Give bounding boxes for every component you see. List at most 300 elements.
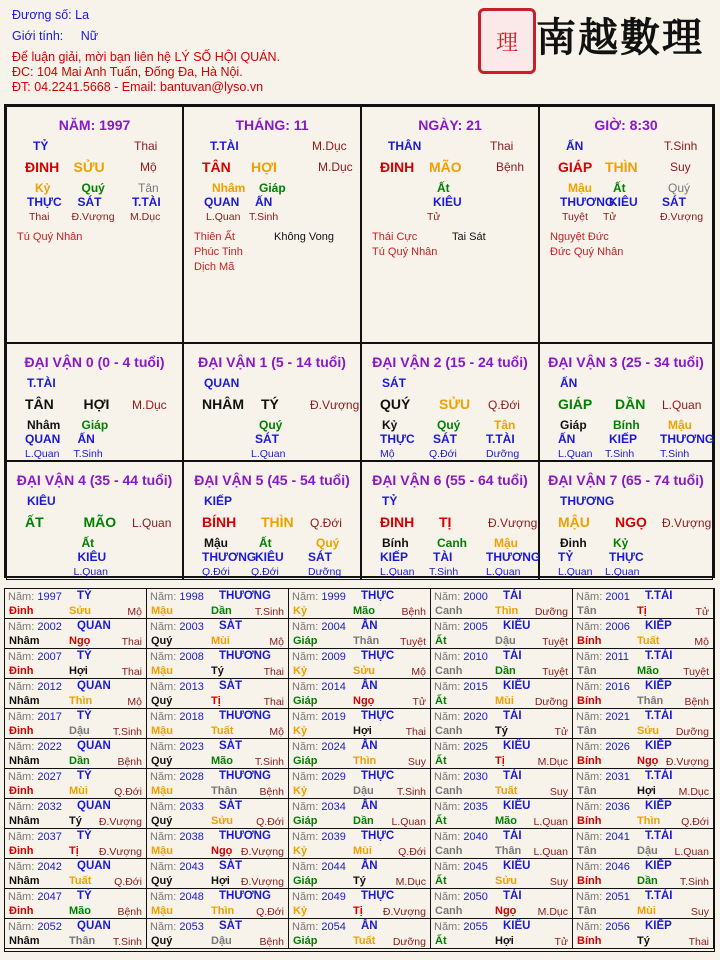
hidden-stage-1: L.Quan xyxy=(206,211,241,223)
year-chi: Tý xyxy=(69,815,82,827)
year-can: Quý xyxy=(151,815,173,827)
year-chi: Hợi xyxy=(69,665,88,677)
dai-van-hidden-star-1: THỰC xyxy=(380,432,415,446)
dai-van-stage-1: L.Quan xyxy=(25,448,60,460)
hidden-stage-2: T.Sinh xyxy=(249,211,279,223)
year-cell xyxy=(147,769,289,799)
dai-van-hidden-star-2: ẤN xyxy=(77,432,95,446)
year-cell xyxy=(5,739,147,769)
dai-van-5 xyxy=(183,461,361,580)
year-star: SÁT xyxy=(219,740,242,752)
year-chi: Dần xyxy=(353,815,374,827)
dai-van-star: QUAN xyxy=(204,376,240,390)
year-can: Nhâm xyxy=(9,935,40,947)
pillar-chi: THÌN xyxy=(605,159,638,175)
year-cell xyxy=(431,769,573,799)
year-stage: Thai xyxy=(688,936,709,948)
dai-van-chi: THÌN xyxy=(261,514,294,530)
year-can: Bính xyxy=(577,875,602,887)
year-stage: Bệnh xyxy=(117,756,142,768)
year-cell xyxy=(289,679,431,709)
year-cell xyxy=(147,649,289,679)
year-star: TÀI xyxy=(503,650,522,662)
year-chi: Mão xyxy=(637,665,659,677)
year-star: KIÊU xyxy=(503,860,531,872)
year-can: Bính xyxy=(577,755,602,767)
dai-van-stage-2: Q.Đới xyxy=(429,448,457,460)
dai-van-can: ẤT xyxy=(25,514,44,530)
year-can: Tân xyxy=(577,785,597,797)
year-star: TỶ xyxy=(77,830,92,842)
year-stage: Dưỡng xyxy=(534,696,568,708)
dai-van-stage-1: L.Quan xyxy=(558,448,593,460)
year-star: QUAN xyxy=(77,620,111,632)
year-chi: Tuất xyxy=(69,875,92,887)
year-cell xyxy=(5,889,147,919)
year-cell xyxy=(5,859,147,889)
year-chi: Mão xyxy=(495,815,517,827)
year-label: Năm: 1997 xyxy=(8,591,62,603)
year-cell xyxy=(5,619,147,649)
dai-van-chi-stage: M.Dục xyxy=(132,398,167,412)
year-star: KIÊU xyxy=(503,620,531,632)
year-label: Năm: 2018 xyxy=(150,711,204,723)
year-cell xyxy=(573,619,714,649)
year-stage: Dưỡng xyxy=(392,936,426,948)
year-label: Năm: 2037 xyxy=(8,831,62,843)
pillar-chi: HỢI xyxy=(251,159,277,175)
year-stage: T.Sinh xyxy=(396,786,426,798)
year-can: Giáp xyxy=(293,635,318,647)
year-stage: Q.Đới xyxy=(681,816,709,828)
year-stage: Suy xyxy=(549,786,568,798)
dai-van-hidden-can-1: Kỷ xyxy=(382,418,398,432)
dai-van-chi-stage: L.Quan xyxy=(132,516,172,530)
dai-van-hidden-star-3: THƯƠNG xyxy=(660,432,715,446)
year-cell xyxy=(147,889,289,919)
special-star: Phúc Tinh xyxy=(194,246,243,258)
dai-van-stage-2: L.Quan xyxy=(73,566,108,578)
year-label: Năm: 2002 xyxy=(8,621,62,633)
year-cell xyxy=(5,679,147,709)
hidden-star-1: THƯƠNG xyxy=(560,195,615,209)
brand-title: 南越數理 xyxy=(536,14,704,61)
year-cell xyxy=(147,799,289,829)
dai-van-hidden-can-2: Kỷ xyxy=(613,536,629,550)
year-label: Năm: 2047 xyxy=(8,891,62,903)
year-star: TỶ xyxy=(77,890,92,902)
year-can: Canh xyxy=(435,605,463,617)
dai-van-hidden-can-3: Tân xyxy=(494,418,516,432)
year-label: Năm: 2056 xyxy=(576,921,630,933)
year-star: THỰC xyxy=(361,590,395,602)
year-can: Canh xyxy=(435,905,463,917)
year-label: Năm: 2049 xyxy=(292,891,346,903)
year-label: Năm: 2052 xyxy=(8,921,62,933)
year-label: Năm: 2001 xyxy=(576,591,630,603)
year-stage: Suy xyxy=(690,906,709,918)
hidden-can-2: Quý xyxy=(81,181,105,195)
year-chi: Mão xyxy=(69,905,91,917)
dai-van-star: ẤN xyxy=(560,376,578,390)
year-can: Nhâm xyxy=(9,815,40,827)
year-chi: Tý xyxy=(211,665,224,677)
year-stage: Thai xyxy=(263,666,284,678)
year-label: Năm: 2020 xyxy=(434,711,488,723)
year-cell xyxy=(147,679,289,709)
year-cell xyxy=(147,919,289,949)
pillar-chi-stage: M.Dục xyxy=(318,160,353,174)
year-can: Đinh xyxy=(9,665,34,677)
year-star: THƯƠNG xyxy=(219,590,271,602)
dai-van-stage-2: L.Quan xyxy=(605,566,640,578)
year-stage: Q.Đới xyxy=(114,876,142,888)
year-star: KIÊU xyxy=(503,680,531,692)
year-cell xyxy=(431,799,573,829)
year-can: Kỷ xyxy=(293,665,308,677)
dai-van-hidden-star-3: SÁT xyxy=(308,550,332,564)
year-can: Tân xyxy=(577,845,597,857)
year-stage: M.Dục xyxy=(678,786,709,798)
year-label: Năm: 2010 xyxy=(434,651,488,663)
year-label: Năm: 2000 xyxy=(434,591,488,603)
year-can: Tân xyxy=(577,605,597,617)
dai-van-chi-stage: L.Quan xyxy=(662,398,702,412)
year-star: T.TÀI xyxy=(645,650,673,662)
year-star: THỰC xyxy=(361,770,395,782)
year-stage: Đ.Vượng xyxy=(98,846,142,858)
dai-van-hidden-can-2: Giáp xyxy=(81,418,109,432)
year-cell xyxy=(289,709,431,739)
year-label: Năm: 2012 xyxy=(8,681,62,693)
dai-van-hidden-star-3: THƯƠNG xyxy=(486,550,541,564)
dai-van-title: ĐẠI VẬN 7 (65 - 74 tuổi) xyxy=(548,472,704,488)
year-star: ẤN xyxy=(361,860,378,872)
year-can: Kỷ xyxy=(293,905,308,917)
year-chi: Dần xyxy=(211,605,232,617)
year-can: Canh xyxy=(435,785,463,797)
year-stage: Bệnh xyxy=(117,906,142,918)
year-stage: T.Sinh xyxy=(112,726,142,738)
year-chi: Thân xyxy=(211,785,238,797)
year-can: Quý xyxy=(151,635,173,647)
year-chi: Dần xyxy=(495,665,516,677)
year-stage: Đ.Vượng xyxy=(240,876,284,888)
year-can: Bính xyxy=(577,935,602,947)
year-cell xyxy=(147,859,289,889)
year-stage: L.Quan xyxy=(391,816,426,828)
dai-van-title: ĐẠI VẬN 6 (55 - 64 tuổi) xyxy=(372,472,528,488)
year-label: Năm: 2019 xyxy=(292,711,346,723)
pillar-stage: T.Sinh xyxy=(664,139,698,153)
dai-van-stage-3: T.Sinh xyxy=(660,448,690,460)
dai-van-star: KIÊU xyxy=(27,494,56,508)
dai-van-hidden-can-2: Bính xyxy=(613,418,640,432)
year-cell xyxy=(289,649,431,679)
year-chi: Mùi xyxy=(211,635,230,647)
year-can: Ất xyxy=(435,875,447,887)
pillar-stage: Thai xyxy=(134,139,158,153)
dai-van-star: THƯƠNG xyxy=(560,494,615,508)
dai-van-hidden-can-1: Mậu xyxy=(204,536,228,550)
dai-van-hidden-star-1: TỶ xyxy=(558,550,574,564)
special-star: Tú Quý Nhân xyxy=(372,246,438,258)
hidden-star-3: T.TÀI xyxy=(132,195,161,209)
dai-van-chi: SỬU xyxy=(439,396,471,412)
year-can: Mậu xyxy=(151,605,173,617)
year-chi: Tý xyxy=(495,725,508,737)
dai-van-title: ĐẠI VẬN 3 (25 - 34 tuổi) xyxy=(548,354,704,370)
year-chi: Mão xyxy=(353,605,375,617)
dai-van-title: ĐẠI VẬN 2 (15 - 24 tuổi) xyxy=(372,354,528,370)
year-star: KIẾP xyxy=(645,740,672,752)
year-can: Mậu xyxy=(151,845,173,857)
hidden-can-3: Quý xyxy=(668,181,691,195)
year-stage: T.Sinh xyxy=(112,936,142,948)
special-star-right: Tai Sát xyxy=(452,231,486,243)
hidden-stage-1: Thai xyxy=(29,211,50,223)
year-label: Năm: 2038 xyxy=(150,831,204,843)
year-cell xyxy=(431,679,573,709)
dai-van-stage-3: Dưỡng xyxy=(486,448,520,460)
dai-van-2 xyxy=(361,343,539,461)
year-star: TỶ xyxy=(77,770,92,782)
year-cell xyxy=(431,829,573,859)
dai-van-stage-1: Mộ xyxy=(380,448,395,460)
year-can: Đinh xyxy=(9,905,34,917)
year-stage: M.Dục xyxy=(395,876,426,888)
year-stage: Đ.Vượng xyxy=(665,756,709,768)
year-label: Năm: 2032 xyxy=(8,801,62,813)
year-stage: Bệnh xyxy=(401,606,426,618)
year-label: Năm: 2004 xyxy=(292,621,346,633)
year-label: Năm: 2036 xyxy=(576,801,630,813)
year-chi: Mùi xyxy=(637,905,656,917)
year-stage: Tuyệt xyxy=(400,636,426,648)
dai-van-can: MẬU xyxy=(558,514,590,530)
year-chi: Tuất xyxy=(211,725,234,737)
year-can: Đinh xyxy=(9,785,34,797)
year-can: Giáp xyxy=(293,815,318,827)
dai-van-4 xyxy=(6,461,183,580)
year-chi: Tuất xyxy=(637,635,660,647)
year-star: QUAN xyxy=(77,860,111,872)
year-stage: L.Quan xyxy=(533,846,568,858)
year-cell xyxy=(5,589,147,619)
year-label: Năm: 2023 xyxy=(150,741,204,753)
dai-van-star: KIẾP xyxy=(204,494,233,508)
year-can: Mậu xyxy=(151,905,173,917)
year-star: THỰC xyxy=(361,650,395,662)
dai-van-hidden-star-1: KIẾP xyxy=(380,550,409,564)
hidden-star-2: SÁT xyxy=(77,195,102,209)
dai-van-chi-stage: Đ.Vượng xyxy=(488,516,538,530)
year-star: T.TÀI xyxy=(645,770,673,782)
year-chi: Tị xyxy=(495,755,505,767)
year-label: Năm: 2003 xyxy=(150,621,204,633)
dai-van-star: TỶ xyxy=(382,494,398,508)
year-star: QUAN xyxy=(77,800,111,812)
year-star: TÀI xyxy=(503,710,522,722)
year-stage: T.Sinh xyxy=(254,756,284,768)
year-can: Đinh xyxy=(9,845,34,857)
dai-van-3 xyxy=(539,343,713,461)
year-cell xyxy=(147,709,289,739)
dai-van-chi: DẦN xyxy=(615,396,646,412)
dai-van-6 xyxy=(361,461,539,580)
year-cell xyxy=(289,889,431,919)
year-star: ẤN xyxy=(361,680,378,692)
year-stage: Q.Đới xyxy=(398,846,426,858)
year-stage: Dưỡng xyxy=(675,726,709,738)
year-star: THỰC xyxy=(361,830,395,842)
year-cell xyxy=(5,829,147,859)
red-seal-logo: 理 xyxy=(478,8,536,74)
dai-van-hidden-can-1: Bính xyxy=(382,536,409,550)
year-label: Năm: 2040 xyxy=(434,831,488,843)
year-stage: Suy xyxy=(549,876,568,888)
year-cell xyxy=(5,799,147,829)
subject-name: Đương số: La xyxy=(12,8,90,22)
special-star: Đức Quý Nhân xyxy=(550,246,624,258)
year-chi: Thân xyxy=(495,845,522,857)
year-can: Mậu xyxy=(151,785,173,797)
dai-van-can: ĐINH xyxy=(380,514,415,530)
year-stage: Tuyệt xyxy=(542,636,568,648)
year-stage: Thai xyxy=(263,696,284,708)
dai-van-hidden-can-1: Đinh xyxy=(560,536,587,550)
year-cell xyxy=(431,619,573,649)
dai-van-stage-1: L.Quan xyxy=(380,566,415,578)
year-label: Năm: 2016 xyxy=(576,681,630,693)
year-cell xyxy=(573,859,714,889)
special-star: Thiên Ất xyxy=(194,231,235,243)
dai-van-stage-2: T.Sinh xyxy=(429,566,459,578)
dai-van-stage-2: T.Sinh xyxy=(605,448,635,460)
year-can: Tân xyxy=(577,665,597,677)
year-cell xyxy=(289,919,431,949)
dai-van-hidden-can-2: Ất xyxy=(259,536,272,550)
year-label: Năm: 2024 xyxy=(292,741,346,753)
year-chi: Tý xyxy=(353,875,366,887)
dai-van-0 xyxy=(6,343,183,461)
hidden-can-1: Mậu xyxy=(568,181,592,195)
year-stage: Tử xyxy=(554,936,568,948)
year-stage: Mộ xyxy=(269,726,284,738)
year-chi: Thìn xyxy=(495,605,519,617)
hidden-stage-2: Đ.Vượng xyxy=(71,211,115,223)
dai-van-hidden-star-2: THỰC xyxy=(609,550,644,564)
year-stage: Dưỡng xyxy=(534,606,568,618)
year-label: Năm: 2051 xyxy=(576,891,630,903)
year-can: Giáp xyxy=(293,695,318,707)
dai-van-hidden-star-2: SÁT xyxy=(433,432,457,446)
dai-van-title: ĐẠI VẬN 4 (35 - 44 tuổi) xyxy=(16,472,173,488)
year-cell xyxy=(431,649,573,679)
year-label: Năm: 2041 xyxy=(576,831,630,843)
year-chi: Hợi xyxy=(495,935,514,947)
dai-van-hidden-can-2: Ất xyxy=(81,536,95,550)
year-chi: Mùi xyxy=(353,845,372,857)
year-label: Năm: 2009 xyxy=(292,651,346,663)
year-star: KIẾP xyxy=(645,620,672,632)
year-cell xyxy=(5,769,147,799)
year-stage: Q.Đới xyxy=(114,786,142,798)
year-stage: Đ.Vượng xyxy=(98,816,142,828)
year-cell xyxy=(147,829,289,859)
year-stage: Mộ xyxy=(127,696,142,708)
year-can: Quý xyxy=(151,695,173,707)
year-cell xyxy=(289,589,431,619)
year-chi: Dậu xyxy=(211,935,232,947)
hidden-stage-2: Tử xyxy=(603,211,617,223)
year-label: Năm: 2007 xyxy=(8,651,62,663)
year-star: TÀI xyxy=(503,890,522,902)
dai-van-hidden-can-2: Quý xyxy=(437,418,461,432)
dai-van-chi: NGỌ xyxy=(615,514,647,530)
year-star: ẤN xyxy=(361,800,378,812)
year-star: ẤN xyxy=(361,620,378,632)
year-label: Năm: 2017 xyxy=(8,711,62,723)
special-star: Tú Quý Nhân xyxy=(17,231,83,243)
dai-van-hidden-star-2: SÁT xyxy=(255,432,279,446)
year-stage: Mộ xyxy=(411,666,426,678)
year-star: THƯƠNG xyxy=(219,830,271,842)
pillar-stage: M.Dục xyxy=(312,139,347,153)
year-stage: T.Sinh xyxy=(679,876,709,888)
year-cell xyxy=(573,829,714,859)
pillar-main-star: TỶ xyxy=(33,139,49,153)
pillar-title: NGÀY: 21 xyxy=(418,117,482,133)
year-cell xyxy=(147,739,289,769)
year-star: ẤN xyxy=(361,740,378,752)
year-stage: Suy xyxy=(407,756,426,768)
dai-van-can: GIÁP xyxy=(558,396,593,412)
year-star: THƯƠNG xyxy=(219,890,271,902)
year-can: Nhâm xyxy=(9,755,40,767)
dai-van-hidden-can-3: Mậu xyxy=(494,536,518,550)
year-label: Năm: 2042 xyxy=(8,861,62,873)
year-chi: Thìn xyxy=(211,905,235,917)
dai-van-stage-2: T.Sinh xyxy=(73,448,103,460)
year-cell xyxy=(431,589,573,619)
year-chi: Mùi xyxy=(69,785,88,797)
year-label: Năm: 2011 xyxy=(576,651,629,663)
dai-van-hidden-star-2: KIÊU xyxy=(255,550,284,564)
year-cell xyxy=(289,859,431,889)
pillar-chi: MÃO xyxy=(429,159,462,175)
hidden-can-1: Nhâm xyxy=(212,181,246,195)
year-can: Quý xyxy=(151,875,173,887)
year-cell xyxy=(431,859,573,889)
year-stage: Bệnh xyxy=(259,786,284,798)
year-label: Năm: 2034 xyxy=(292,801,346,813)
dai-van-stage-2: Q.Đới xyxy=(251,566,279,578)
year-chi: Thân xyxy=(69,935,96,947)
dai-van-7 xyxy=(539,461,713,580)
phone-email-line: ĐT: 04.2241.5668 - Email: bantuvan@lyso.vn xyxy=(12,80,264,94)
year-can: Canh xyxy=(435,725,463,737)
dai-van-hidden-can-1: Giáp xyxy=(560,418,587,432)
year-can: Kỷ xyxy=(293,845,308,857)
year-cell xyxy=(289,769,431,799)
year-can: Canh xyxy=(435,845,463,857)
year-can: Ất xyxy=(435,935,447,947)
year-can: Canh xyxy=(435,665,463,677)
pillar-title: NĂM: 1997 xyxy=(58,117,131,133)
year-label: Năm: 2013 xyxy=(150,681,204,693)
year-cell xyxy=(289,619,431,649)
